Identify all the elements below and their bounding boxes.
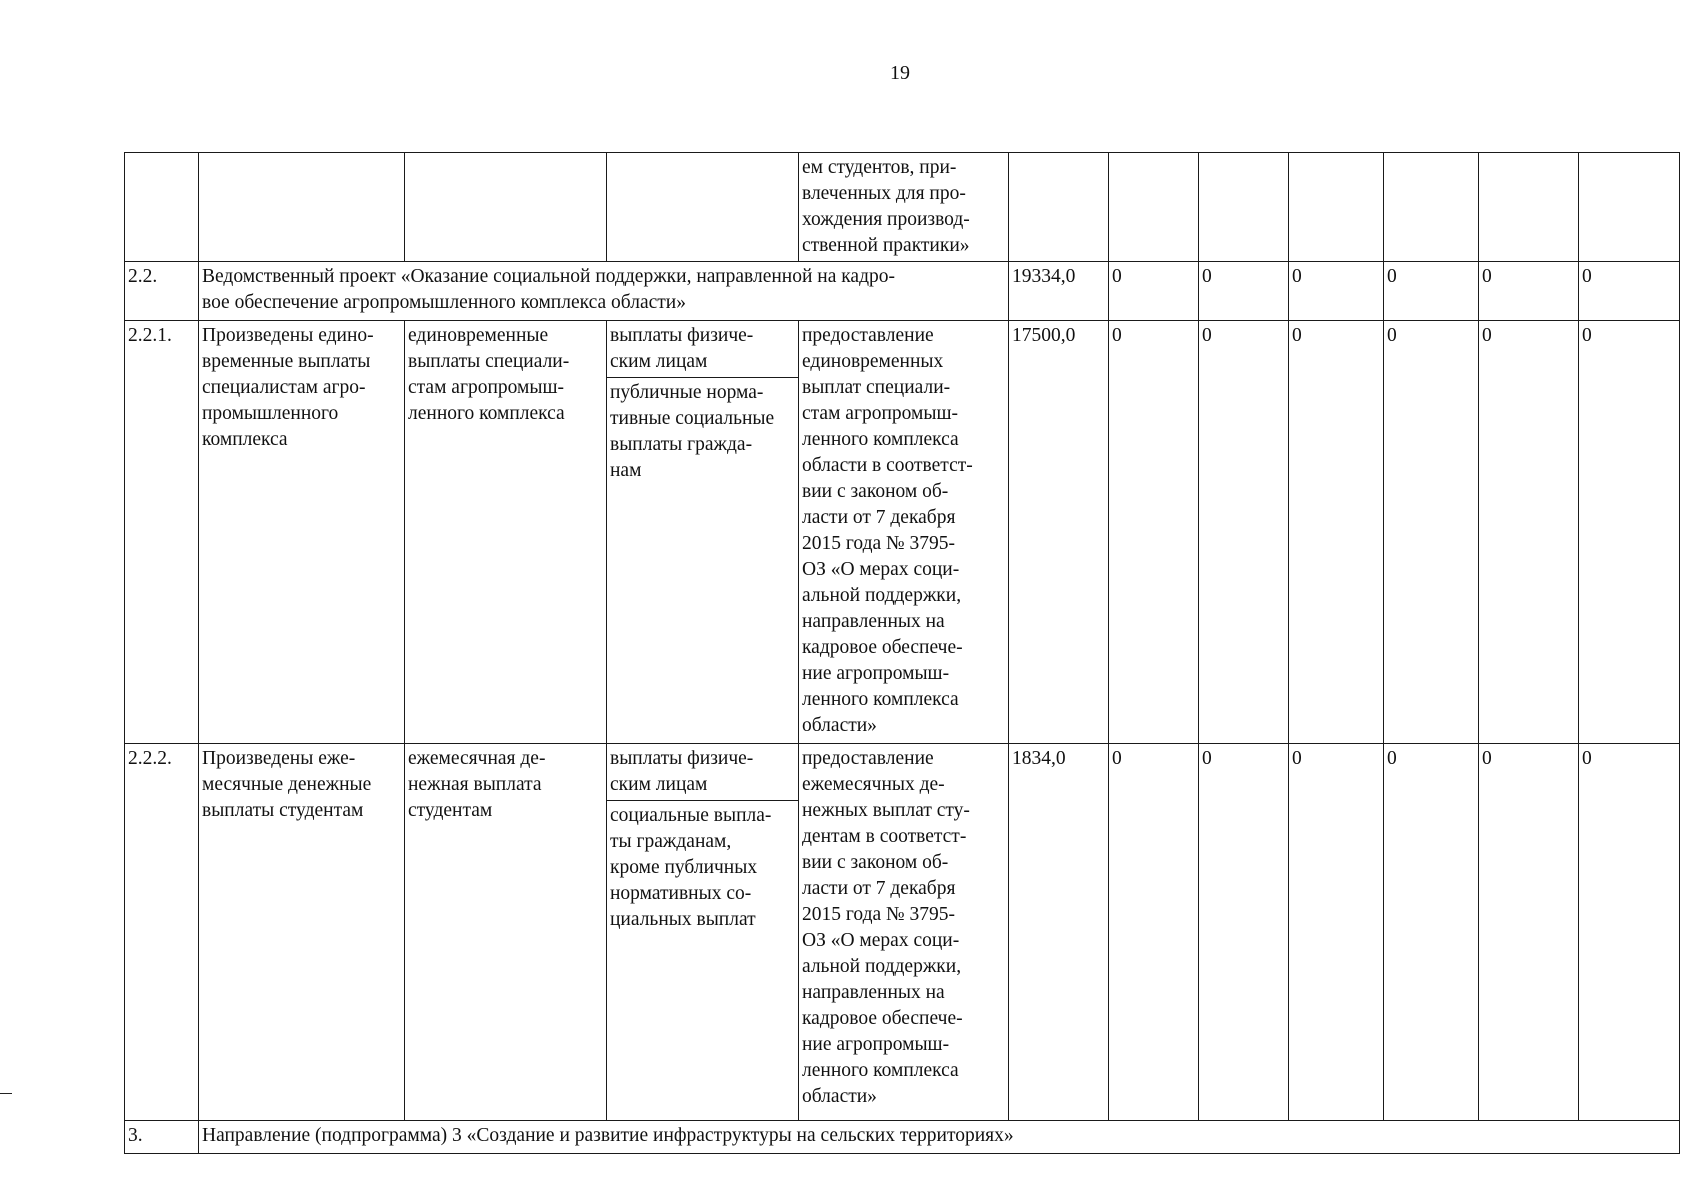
year-value: 0 <box>1199 744 1289 1121</box>
page-number: 19 <box>890 62 910 84</box>
year-value: 0 <box>1109 321 1199 744</box>
kbk-cell <box>607 744 799 1121</box>
year-value: 0 <box>1479 262 1579 321</box>
table-row-2-2 <box>125 262 1680 321</box>
year-value: 0 <box>1289 262 1384 321</box>
cell-result <box>199 153 405 262</box>
total-value: 19334,0 <box>1009 262 1109 321</box>
cell-num <box>125 153 199 262</box>
year-value: 0 <box>1384 262 1479 321</box>
cell-year <box>1579 153 1680 262</box>
project-title: Ведомственный проект «Оказание социальной поддержки, направленной на кадро- вое обеспечение агропромышленного комплекса области» <box>199 262 1009 321</box>
year-value: 0 <box>1199 262 1289 321</box>
year-value: 0 <box>1109 262 1199 321</box>
row-number: 3. <box>125 1121 199 1154</box>
table-row-2-2-2 <box>125 744 1680 1121</box>
row-number: 2.2.2. <box>125 744 199 1121</box>
cell-year <box>1384 153 1479 262</box>
cell-year <box>1289 153 1384 262</box>
kbk-top: выплаты физиче- ским лицам <box>607 744 798 801</box>
continuation-description: ем студентов, при- влеченных для про- хождения производ- ственной практики» <box>802 157 970 256</box>
direction-title: Направление (подпрограмма) 3 «Создание и развитие инфраструктуры на сельских территориях» <box>199 1121 1680 1154</box>
year-value: 0 <box>1289 744 1384 1121</box>
cell-year <box>1479 153 1579 262</box>
kbk-top: выплаты физиче- ским лицам <box>607 321 798 378</box>
description-text: предоставление ежемесячных де- нежных выплат сту- дентам в соответст- вии с законом об- ласти от 7 декабря 2015 года № 3795- ОЗ «О мерах соци- альной поддержки, направленных на кадровое обеспече- ние агропромыш- ленного комплекса области» <box>799 744 1009 1121</box>
description-text: предоставление единовременных выплат специали- стам агропромыш- ленного комплекса области в соответст- вии с законом об- ласти от 7 декабря 2015 года № 3795- ОЗ «О мерах соци- альной поддержки, направленных на кадровое обеспече- ние агропромыш- ленного комплекса области» <box>799 321 1009 744</box>
year-value: 0 <box>1199 321 1289 744</box>
measure-text: ежемесячная де- нежная выплата студентам <box>405 744 607 1121</box>
year-value: 0 <box>1384 321 1479 744</box>
year-value: 0 <box>1384 744 1479 1121</box>
table-row-2-2-1 <box>125 321 1680 744</box>
row-number: 2.2.1. <box>125 321 199 744</box>
margin-mark <box>0 1093 12 1094</box>
year-value: 0 <box>1579 321 1680 744</box>
cell-year <box>1199 153 1289 262</box>
measure-text: единовременные выплаты специали- стам агропромыш- ленного комплекса <box>405 321 607 744</box>
year-value: 0 <box>1479 744 1579 1121</box>
result-text: Произведены еже- месячные денежные выплаты студентам <box>199 744 405 1121</box>
cell-description <box>799 153 1009 262</box>
year-value: 0 <box>1479 321 1579 744</box>
funding-table <box>124 152 1680 1154</box>
year-value: 0 <box>1579 744 1680 1121</box>
kbk-cell <box>607 321 799 744</box>
cell-kbk <box>607 153 799 262</box>
cell-total <box>1009 153 1109 262</box>
year-value: 0 <box>1289 321 1384 744</box>
row-number: 2.2. <box>125 262 199 321</box>
cell-measure <box>405 153 607 262</box>
table-row-continuation <box>125 153 1680 262</box>
total-value: 1834,0 <box>1009 744 1109 1121</box>
kbk-bottom: публичные норма- тивные социальные выплаты гражда- нам <box>610 382 775 481</box>
kbk-bottom: социальные выпла- ты гражданам, кроме публичных нормативных со- циальных выплат <box>610 805 772 930</box>
cell-year <box>1109 153 1199 262</box>
table-row-3 <box>125 1121 1680 1154</box>
total-value: 17500,0 <box>1009 321 1109 744</box>
year-value: 0 <box>1109 744 1199 1121</box>
year-value: 0 <box>1579 262 1680 321</box>
result-text: Произведены едино- временные выплаты специалистам агро- промышленного комплекса <box>199 321 405 744</box>
